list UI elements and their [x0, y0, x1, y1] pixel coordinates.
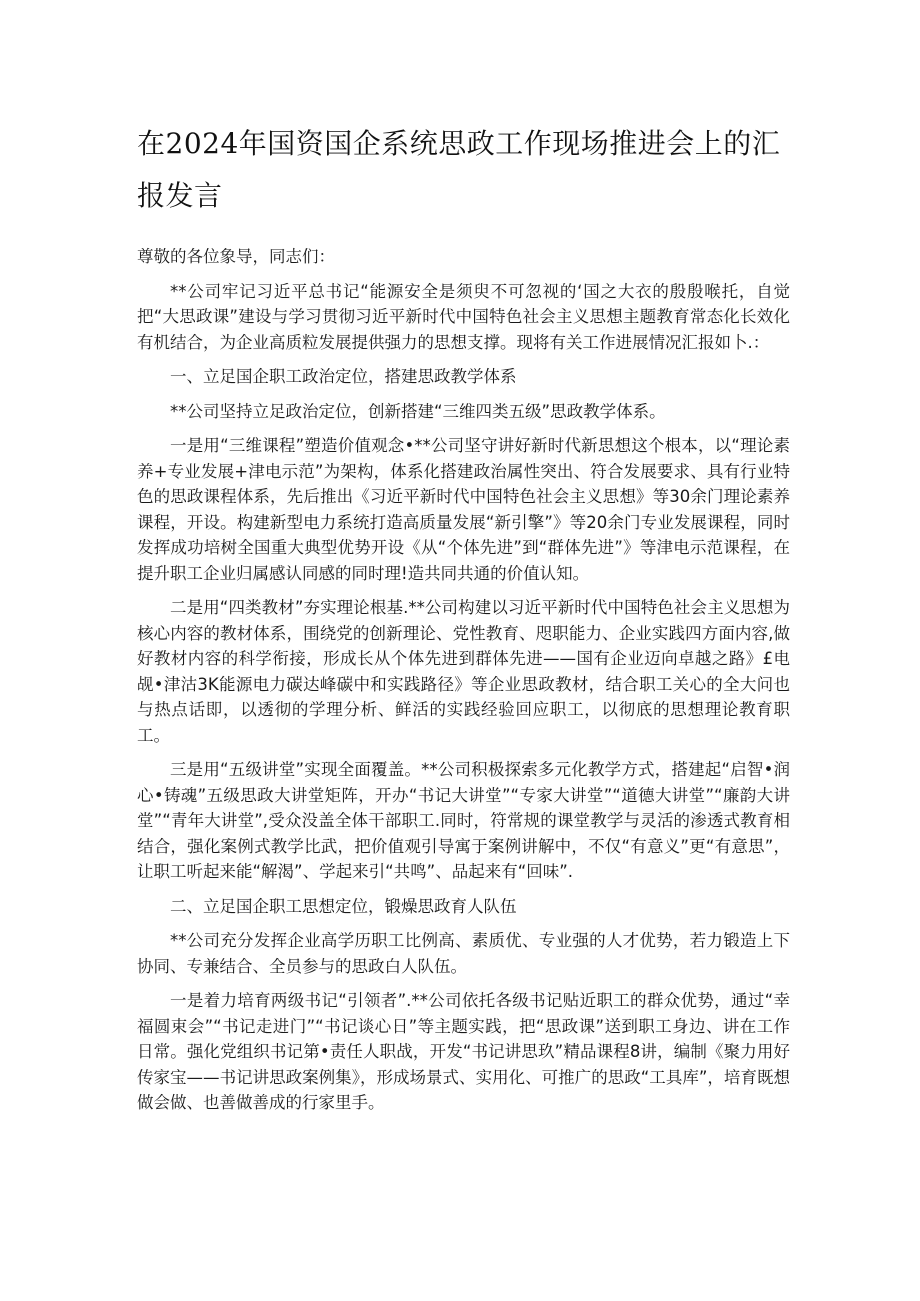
paragraph-intro: **公司牢记习近平总书记“能源安全是须臾不可忽视的‘国之大衣的殷殷喉托，自觉把“大思政课”建设与学习贯彻习近平新时代中国特色社会主义思想主题教育常态化长效化有机结合，为企业高质粒发展提供强力的思想支撑。现将有关工作进展情况汇报如卜.：: [137, 281, 790, 352]
document-body: [137, 244, 790, 1116]
section-heading-2: 二、立足国企职工思想定位，锻燥思政育人队伍: [170, 896, 517, 916]
paragraph-two-level-secretaries: 一是着力培育两级书记“引领者”.**公司依托各级书记贴近职工的群众优势，通过“幸福圆束会”“书记走进门”“书记谈心日”等主题实践，把“思政课”送到职工身边、讲在工作日常。强化党组织书记第•责任人职战，开发“书记讲思玖”精品课程8讲，编制《聚力用好传家宝——书记讲思政案例集》，形成场景式、实用化、可推广的思政“工具库”，培育既想做会做、也善做善成的行家里手。: [137, 991, 790, 1112]
paragraph-four-types-materials: 二是用“四类教材”夯实理论根基.**公司构建以习近平新时代中国特色社会主义思想为核心内容的教材体系，围绕党的创新理论、党性教育、咫职能力、企业实践四方面内容,做好教材内容的科学衔接，形成长从个体先进到群体先进——国有企业迈向卓越之路》£电觇•津沽3K能源电力碳达峰碳中和实践路径》等企业思政教材，结合职工关心的全大问也与热点话即，以透彻的学理分析、鲜活的实践经验回应职工，以彻底的思想理论教育职工。: [137, 598, 790, 745]
salutation: 尊敬的各位象导，同志们：: [137, 247, 335, 266]
paragraph-section-2-intro: **公司充分发挥企业高学历职工比例高、素质优、专业强的人才优势，若力锻造上下协同、专兼结合、全员参与的思政白人队伍。: [137, 931, 790, 976]
paragraph-three-dimension-courses: 一是用“三维课程”塑造价值观念•**公司坚守讲好新时代新思想这个根本，以“理论素养+专业发展+津电示范”为架构，体系化搭建政治属性突出、符合发展要求、具有行业特色的思政课程体系，先后推出《习近平新时代中国特色社会主义思想》等30余门理论素养课程，开设。构建新型电力系统打造高质量发展“新引擎”》等20余门专业发展课程，同时发挥成功培树全国重大典型优势开设《从“个体先进”到“群体先进”》等津电示范课程，在提升职工企业归属感认同感的同时理!造共同共通的价值认知。: [137, 436, 790, 583]
paragraph-section-1-intro: **公司坚持立足政治定位，创新搭建“三维四类五级”思政教学体系。: [170, 401, 666, 421]
paragraph-five-level-lectures: 三是用“五级讲堂”实现全面覆盖。**公司积极探索多元化教学方式，搭建起“启智•润心•铸魂”五级思政大讲堂矩阵，开办“书记大讲堂”“专家大讲堂”“道德大讲堂”“廉韵大讲堂”“青年大讲堂”,受众没盖全体干部职工.同时，符常规的课堂教学与灵活的渗透式教育相结合，强化案例式教学比武，把价值观引导寓于案例讲解中，不仅“有意义”更“有意思”，让职工听起来能“解渴”、学起来引“共鸣”、品起来有“回味”.: [137, 760, 790, 881]
section-heading-1: 一、立足国企职工政治定位，搭建思政教学体系: [170, 367, 517, 386]
document-title: 在2024年国资国企系统思政工作现场推进会上的汇报发言: [137, 127, 781, 212]
